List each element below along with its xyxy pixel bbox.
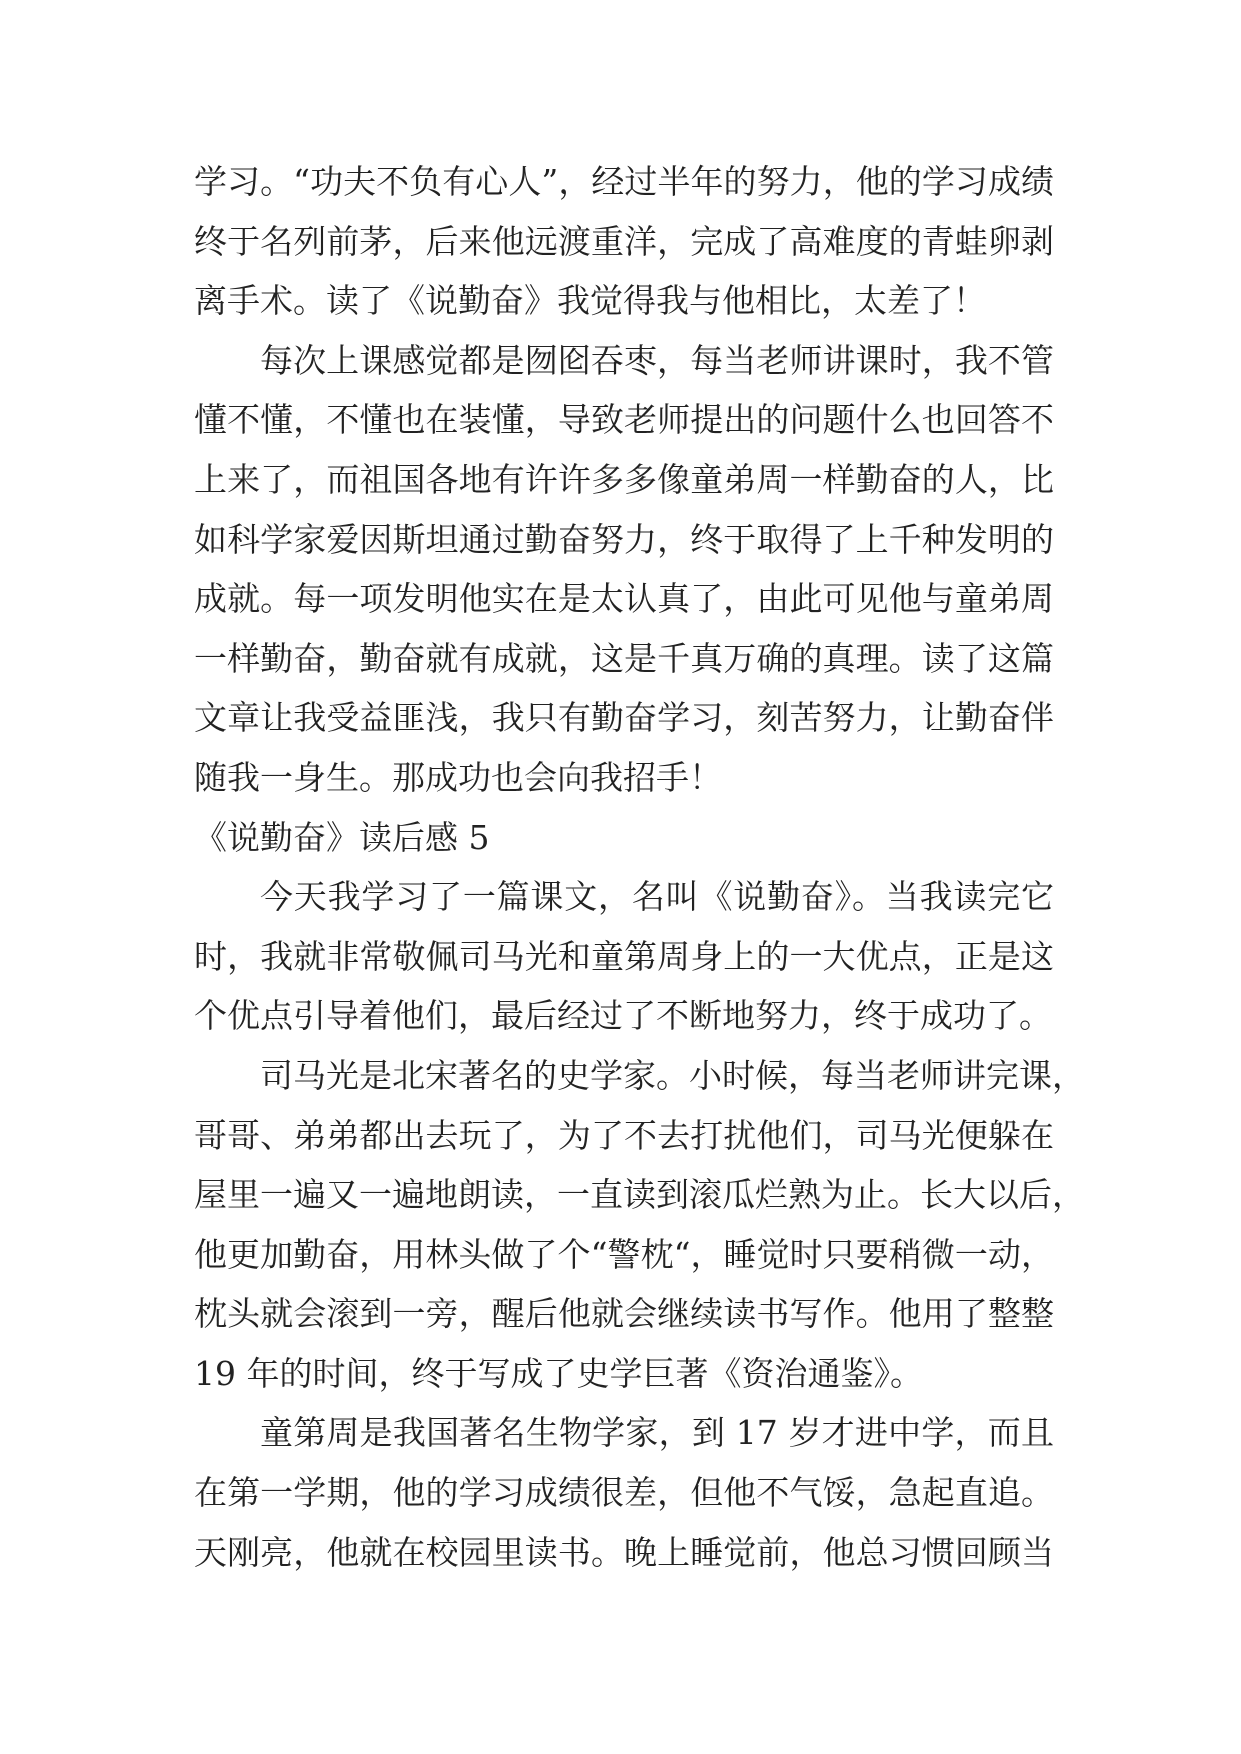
text-line: 哥哥、弟弟都出去玩了，为了不去打扰他们，司马光便躲在 [194, 1115, 1054, 1155]
text-line: 文章让我受益匪浅，我只有勤奋学习，刻苦努力，让勤奋伴 [194, 698, 1054, 738]
text-line: 个优点引导着他们，最后经过了不断地努力，终于成功了。 [194, 996, 1052, 1036]
text-line: 终于名列前茅，后来他远渡重洋，完成了高难度的青蛙卵剥 [194, 221, 1054, 261]
text-line: 今天我学习了一篇课文，名叫《说勤奋》。当我读完它 [260, 877, 1054, 917]
text-line: 离手术。读了《说勤奋》我觉得我与他相比，太差了！ [194, 281, 986, 321]
paragraph [194, 331, 1054, 808]
text-line: 成就。每一项发明他实在是太认真了，由此可见他与童弟周 [194, 579, 1054, 619]
text-line: 他更加勤奋，用林头做了个“警枕“，睡觉时只要稍微一动， [194, 1234, 1054, 1274]
paragraph [194, 1403, 1054, 1582]
text-line: 枕头就会滚到一旁，醒后他就会继续读书写作。他用了整整 [194, 1294, 1054, 1334]
text-line: 时，我就非常敬佩司马光和童第周身上的一大优点，正是这 [194, 936, 1054, 976]
section-heading: 《说勤奋》读后感 5 [194, 817, 490, 857]
paragraph [194, 1046, 1085, 1404]
text-line: 学习。“功夫不负有心人”，经过半年的努力，他的学习成绩 [194, 162, 1054, 201]
text-line: 童第周是我国著名生物学家，到 17 岁才进中学，而且 [260, 1413, 1054, 1453]
text-line: 天刚亮，他就在校园里读书。晚上睡觉前，他总习惯回顾当 [194, 1532, 1054, 1572]
text-line: 一样勤奋，勤奋就有成就，这是千真万确的真理。读了这篇 [194, 638, 1054, 678]
text-line: 司马光是北宋著名的史学家。小时候，每当老师讲完课， [260, 1055, 1085, 1095]
paragraph [194, 152, 1054, 331]
text-line: 19 年的时间，终于写成了史学巨著《资治通鉴》。 [194, 1353, 923, 1393]
document-body [194, 152, 1085, 1582]
text-line: 懂不懂，不懂也在装懂，导致老师提出的问题什么也回答不 [194, 400, 1054, 440]
text-line: 屋里一遍又一遍地朗读，一直读到滚瓜烂熟为止。长大以后， [194, 1175, 1085, 1215]
text-line: 在第一学期，他的学习成绩很差，但他不气馁，急起直追。 [194, 1473, 1054, 1513]
paragraph [194, 867, 1054, 1046]
text-line: 如科学家爱因斯坦通过勤奋努力，终于取得了上千种发明的 [194, 519, 1054, 559]
text-line: 随我一身生。那成功也会向我招手！ [194, 757, 722, 797]
text-line: 上来了，而祖国各地有许许多多像童弟周一样勤奋的人，比 [194, 459, 1054, 499]
text-line: 每次上课感觉都是囫囵吞枣，每当老师讲课时，我不管 [260, 340, 1054, 380]
